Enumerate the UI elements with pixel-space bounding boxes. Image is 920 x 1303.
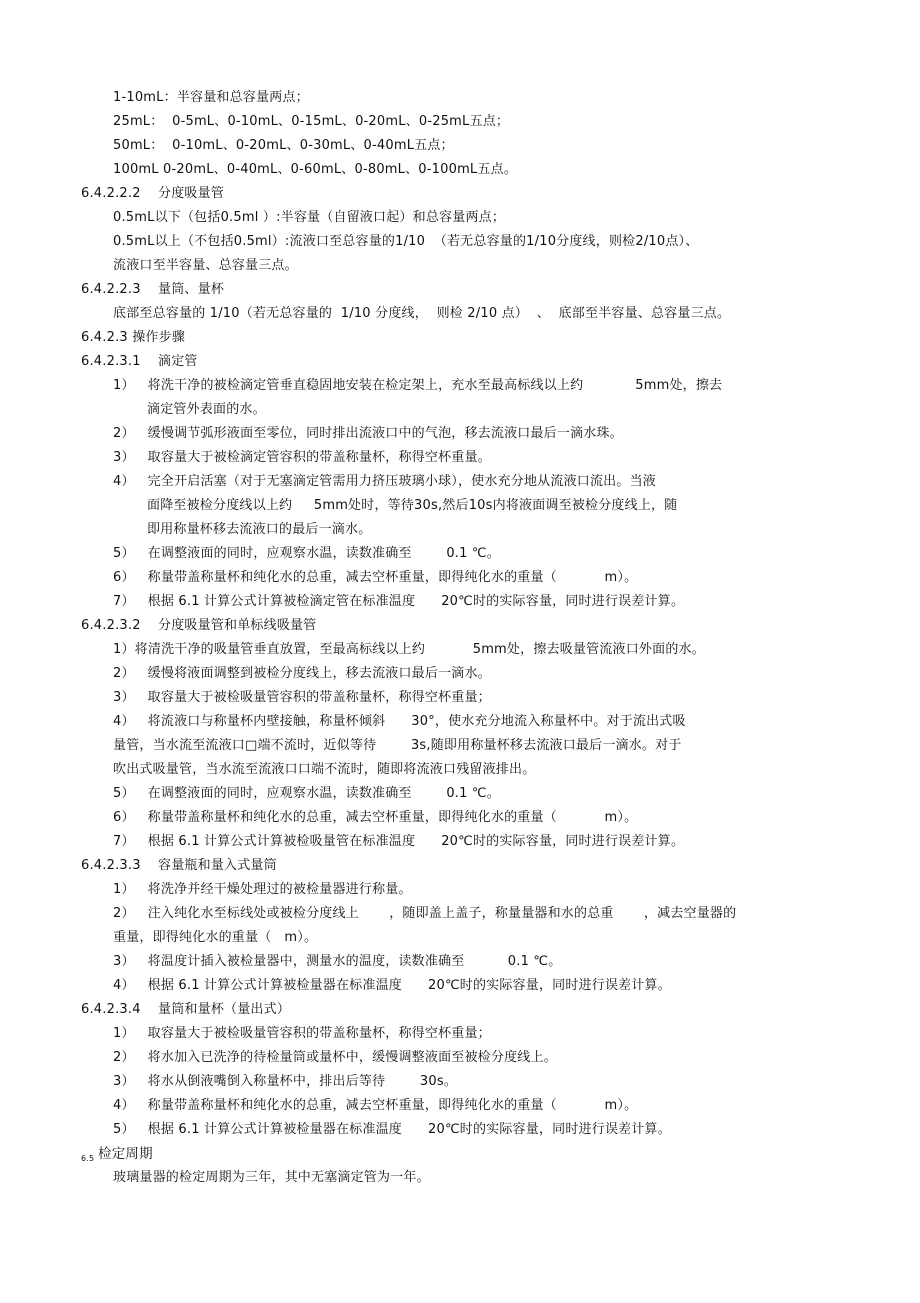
list-item-continuation: 吹出式吸量管，当水流至流液口口端不流时，随即将流液口残留液排出。 [113, 762, 536, 777]
section-heading: 6.4.2.3.1 滴定管 [81, 354, 198, 369]
list-item: 3） 取容量大于被检吸量管容积的带盖称量杯，称得空杯重量； [113, 690, 491, 705]
list-item: 7） 根据 6.1 计算公式计算被检滴定管在标准温度 20℃时的实际容量，同时进行误差计算。 [113, 594, 685, 609]
list-item: 4） 称量带盖称量杯和纯化水的总重，减去空杯重量，即得纯化水的重量（ m）。 [113, 1098, 638, 1113]
section-number: 6.5 [81, 1154, 95, 1163]
list-item: 4） 完全开启活塞（对于无塞滴定管需用力挤压玻璃小球），使水充分地从流液口流出。当液 [113, 474, 656, 489]
list-item: 5） 在调整液面的同时，应观察水温，读数准确至 0.1 ℃。 [113, 546, 500, 561]
text-line: 0.5mL以下（包括0.5ml ）:半容量（自留液口起）和总容量两点； [113, 210, 506, 225]
section-heading: 6.4.2.3 操作步骤 [81, 330, 186, 345]
list-item-continuation: 量管，当水流至流液口□端不流时，近似等待 3s,随即用称量杯移去流液口最后一滴水。对于 [113, 738, 682, 753]
list-item: 3） 将水从倒液嘴倒入称量杯中，排出后等待 30s。 [113, 1074, 458, 1089]
list-item: 2） 注入纯化水至标线处或被检分度线上 ，随即盖上盖子，称量量器和水的总重 ，减去空量器的 [113, 906, 737, 921]
section-heading: 6.4.2.2.3 量筒、量杯 [81, 282, 225, 297]
section-heading: 检定周期 [98, 1146, 153, 1162]
list-item: 5） 根据 6.1 计算公式计算被检量器在标准温度 20℃时的实际容量，同时进行误差计算。 [113, 1122, 671, 1137]
list-item: 1） 取容量大于被检吸量管容积的带盖称量杯，称得空杯重量； [113, 1026, 491, 1041]
text-line: 25mL： 0-5mL、0-10mL、0-15mL、0-20mL、0-25mL五点； [113, 114, 510, 129]
list-item-continuation: 滴定管外表面的水。 [147, 402, 266, 417]
list-item: 6） 称量带盖称量杯和纯化水的总重，减去空杯重量，即得纯化水的重量（ m）。 [113, 570, 638, 585]
text-line: 1-10mL：半容量和总容量两点； [113, 90, 309, 105]
list-item: 4） 将流液口与称量杯内壁接触，称量杯倾斜 30°，使水充分地流入称量杯中。对于流出式吸 [113, 714, 686, 729]
list-item: 2） 缓慢将液面调整到被检分度线上，移去流液口最后一滴水。 [113, 666, 491, 681]
section-heading: 6.4.2.3.4 量筒和量杯（量出式） [81, 1002, 291, 1017]
list-item: 4） 根据 6.1 计算公式计算被检量器在标准温度 20℃时的实际容量，同时进行误差计算。 [113, 978, 671, 993]
section-heading: 6.4.2.3.2 分度吸量管和单标线吸量管 [81, 618, 317, 633]
text-line: 50mL： 0-10mL、0-20mL、0-30mL、0-40mL五点； [113, 138, 454, 153]
list-item: 5） 在调整液面的同时，应观察水温，读数准确至 0.1 ℃。 [113, 786, 500, 801]
list-item: 1） 将洗净并经干燥处理过的被检量器进行称量。 [113, 882, 412, 897]
list-item: 3） 将温度计插入被检量器中，测量水的温度，读数准确至 0.1 ℃。 [113, 954, 562, 969]
list-item: 7） 根据 6.1 计算公式计算被检吸量管在标准温度 20℃时的实际容量，同时进行误差计算。 [113, 834, 685, 849]
list-item-continuation: 即用称量杯移去流液口的最后一滴水。 [147, 522, 372, 537]
list-item-continuation: 面降至被检分度线以上约 5mm处时，等待30s,然后10s内将液面调至被检分度线上，随 [147, 498, 678, 513]
text-line: 流液口至半容量、总容量三点。 [113, 258, 298, 273]
list-item: 1）将清洗干净的吸量管垂直放置，至最高标线以上约 5mm处，擦去吸量管流液口外面的水。 [113, 642, 705, 657]
text-line: 100mL 0-20mL、0-40mL、0-60mL、0-80mL、0-100mL五点。 [113, 162, 517, 177]
text-line: 底部至总容量的 1/10（若无总容量的 1/10 分度线， 则检 2/10 点） 、 底部至半容量、总容量三点。 [113, 306, 731, 321]
list-item: 6） 称量带盖称量杯和纯化水的总重，减去空杯重量，即得纯化水的重量（ m）。 [113, 810, 638, 825]
text-line: 玻璃量器的检定周期为三年，其中无塞滴定管为一年。 [113, 1170, 430, 1185]
list-item: 3） 取容量大于被检滴定管容积的带盖称量杯，称得空杯重量。 [113, 450, 491, 465]
section-heading: 6.4.2.3.3 容量瓶和量入式量筒 [81, 858, 277, 873]
list-item: 2） 缓慢调节弧形液面至零位，同时排出流液口中的气泡，移去流液口最后一滴水珠。 [113, 426, 623, 441]
list-item: 2） 将水加入已洗净的待检量筒或量杯中，缓慢调整液面至被检分度线上。 [113, 1050, 557, 1065]
list-item-continuation: 重量，即得纯化水的重量（ m）。 [113, 930, 318, 945]
list-item: 1） 将洗干净的被检滴定管垂直稳固地安装在检定架上，充水至最高标线以上约 5mm处，擦去 [113, 378, 723, 393]
section-heading: 6.4.2.2.2 分度吸量管 [81, 186, 225, 201]
text-line: 0.5mL以上（不包括0.5ml）:流液口至总容量的1/10 （若无总容量的1/10分度线，则检2/10点）、 [113, 234, 699, 249]
